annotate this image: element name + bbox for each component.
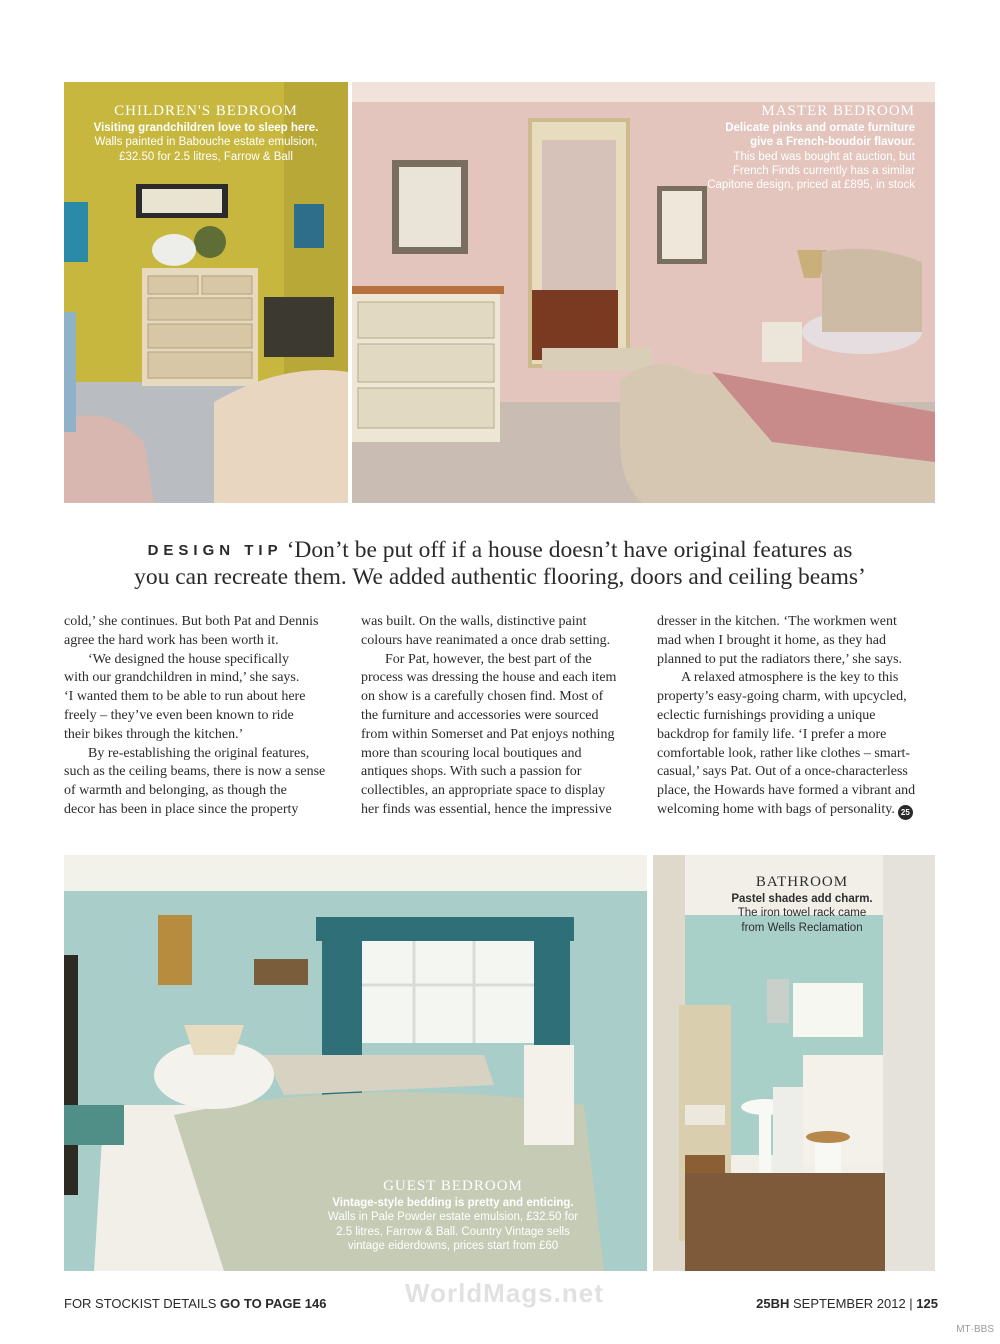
body-line: such as the ceiling beams, there is now a sense <box>64 764 326 780</box>
body-line: property’s easy-going charm, with upcycled, <box>657 689 907 705</box>
body-line: of warmth and belonging, as though the <box>64 783 287 799</box>
body-line: place, the Howards have formed a vibrant and <box>657 783 916 799</box>
page-number: 125 <box>916 1296 938 1311</box>
design-tip-label: DESIGN TIP <box>147 542 283 559</box>
body-column-3 <box>657 613 941 820</box>
body-line: planned to put the radiators there,’ she says. <box>657 651 903 667</box>
caption-bold: Pastel shades add charm. <box>731 892 873 905</box>
master-bedroom-caption <box>615 102 915 193</box>
body-line: By re-establishing the original features, <box>88 745 310 761</box>
bathroom-photo <box>653 855 935 1271</box>
children-bedroom-photo <box>64 82 348 503</box>
caption-line: The iron towel rack came <box>737 907 867 920</box>
body-line: process was dressing the house and each item <box>361 670 617 686</box>
caption-line: Walls painted in Babouche estate emulsion, <box>94 136 318 149</box>
body-line: eclectic furnishings providing a unique <box>657 707 876 723</box>
body-line: from within Somerset and Pat enjoys nothing <box>361 726 615 742</box>
body-line: more than scouring local boutiques and <box>361 745 582 761</box>
guest-bedroom-photo <box>64 855 647 1271</box>
body-line: dresser in the kitchen. ‘The workmen went <box>657 614 897 629</box>
caption-line: 2.5 litres, Farrow & Ball. Country Vintage sells <box>336 1225 570 1238</box>
body-line: welcoming home with bags of personality. <box>657 801 895 817</box>
body-line: their bikes through the kitchen.’ <box>64 726 244 742</box>
master-bedroom-photo <box>352 82 935 503</box>
end-mark-icon: 25 <box>898 805 913 820</box>
page-folio <box>756 1296 938 1311</box>
caption-title: MASTER BEDROOM <box>761 103 915 119</box>
body-line: backdrop for family life. ‘I prefer a more <box>657 726 887 742</box>
design-tip <box>60 537 940 590</box>
caption-title: GUEST BEDROOM <box>383 1178 523 1194</box>
body-line: A relaxed atmosphere is the key to this <box>681 670 899 686</box>
design-tip-quote-line: ‘Don’t be put off if a house doesn’t have original features as <box>286 537 853 563</box>
body-line: comfortable look, rather like clothes – smart- <box>657 745 911 761</box>
body-line: casual,’ says Pat. Out of a once-characterless <box>657 764 908 780</box>
bathroom-caption <box>707 873 897 935</box>
caption-line: Walls in Pale Powder estate emulsion, £32.50 for <box>327 1211 579 1224</box>
corner-mark: MT·BBS <box>956 1324 994 1335</box>
caption-line: Capitone design, priced at £895, in stock <box>707 179 915 192</box>
watermark: WorldMags.net <box>405 1278 604 1308</box>
body-line: ‘We designed the house specifically <box>88 651 290 667</box>
body-line: freely – they’ve even been known to ride <box>64 707 294 723</box>
body-line: mad when I brought it home, as they had <box>657 632 887 648</box>
body-line: antiques shops. With such a passion for <box>361 764 582 780</box>
body-line: agree the hard work has been worth it. <box>64 632 279 648</box>
children-bedroom-caption <box>78 102 334 164</box>
caption-line: from Wells Reclamation <box>741 921 863 934</box>
caption-line: £32.50 for 2.5 litres, Farrow & Ball <box>119 150 293 163</box>
body-line: collectibles, an appropriate space to display <box>361 783 606 799</box>
body-line: with our grandchildren in mind,’ she says. <box>64 670 300 686</box>
design-tip-quote-line: you can recreate them. We added authentic flooring, doors and ceiling beams’ <box>134 564 866 590</box>
caption-line: French Finds currently has a similar <box>732 164 915 177</box>
magazine-name: 25BH <box>756 1296 790 1311</box>
guest-bedroom-caption <box>308 1177 598 1253</box>
stockist-prefix: FOR STOCKIST DETAILS <box>64 1296 221 1311</box>
body-line: the furniture and accessories were sourced <box>361 707 599 723</box>
stockist-footer <box>64 1296 327 1311</box>
body-line: cold,’ she continues. But both Pat and Dennis <box>64 614 319 629</box>
caption-title: CHILDREN'S BEDROOM <box>114 103 298 119</box>
body-line: ‘I wanted them to be able to run about here <box>64 689 306 705</box>
caption-bold: Delicate pinks and ornate furniture <box>725 121 915 134</box>
body-line: was built. On the walls, distinctive paint <box>361 614 587 629</box>
body-line: her finds was essential, hence the impressive <box>361 801 612 817</box>
body-column-1 <box>64 613 346 820</box>
caption-bold: give a French-boudoir flavour. <box>750 136 915 149</box>
caption-title: BATHROOM <box>755 874 849 890</box>
body-line: For Pat, however, the best part of the <box>385 651 592 667</box>
body-line: colours have reanimated a once drab setting. <box>361 632 611 648</box>
issue-date: SEPTEMBER 2012 | <box>789 1296 917 1311</box>
body-column-2 <box>361 613 643 820</box>
caption-line: This bed was bought at auction, but <box>733 150 915 163</box>
caption-line: vintage eiderdowns, prices start from £60 <box>347 1239 559 1252</box>
body-line: decor has been in place since the property <box>64 801 299 817</box>
caption-bold: Vintage-style bedding is pretty and enticing. <box>332 1196 574 1209</box>
caption-bold: Visiting grandchildren love to sleep here. <box>93 121 319 134</box>
stockist-page-link[interactable]: GO TO PAGE 146 <box>220 1296 327 1311</box>
body-line: on show is a carefully chosen find. Most of <box>361 689 604 705</box>
